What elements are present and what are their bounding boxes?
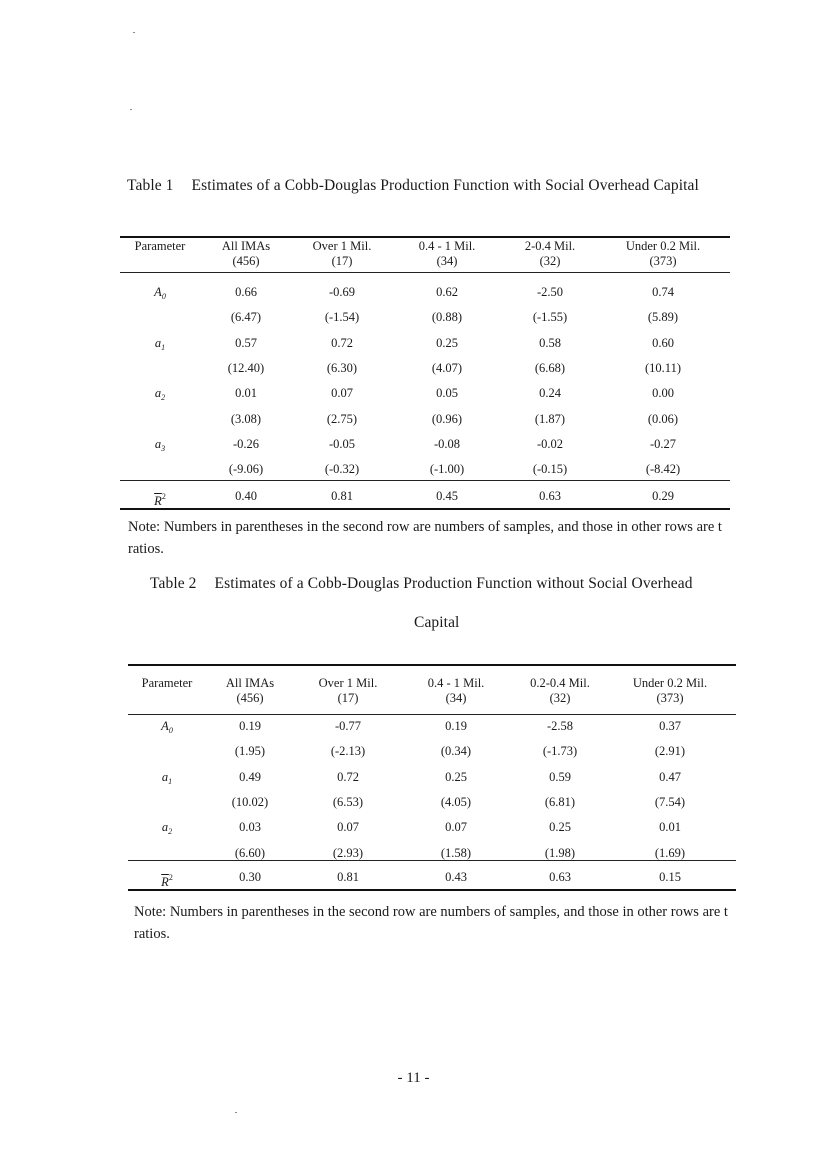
table-cell: (2.91) (654, 744, 686, 759)
table-top-rule (128, 664, 736, 666)
header-rule (120, 272, 730, 273)
table-cell: (-0.32) (324, 462, 360, 477)
table-cell: -0.26 (232, 436, 260, 451)
table-cell: (2.93) (332, 845, 364, 860)
r2-cell: 0.81 (337, 870, 359, 884)
parameter-symbol: a (154, 436, 162, 451)
r2-symbol: $\overline{R}$ (161, 875, 169, 889)
table-cell: (0.34) (440, 744, 472, 759)
table-cell: 0.72 (337, 769, 359, 784)
table-cell: (-8.42) (645, 462, 681, 477)
parameter-subscript: 0 (168, 726, 173, 735)
table-cell: (6.81) (544, 794, 576, 809)
table-cell: -0.02 (536, 436, 564, 451)
table-cell: (6.30) (326, 360, 358, 375)
r2-cell: 0.40 (235, 489, 257, 503)
table-cell: (6.53) (332, 794, 364, 809)
table-cell: (-1.54) (324, 310, 360, 325)
column-header-count: (34) (445, 691, 467, 705)
r2-cell: 0.81 (331, 489, 353, 503)
parameter-label (162, 770, 172, 789)
table-cell: (-1.73) (542, 744, 578, 759)
table-top-rule (120, 236, 730, 238)
table-cell: -0.08 (433, 436, 461, 451)
table-cell: (-2.13) (330, 744, 366, 759)
r2-cell: 0.29 (652, 489, 674, 503)
column-header: Parameter (134, 239, 186, 253)
column-header-count: (17) (337, 691, 359, 705)
table-cell: (0.88) (431, 310, 463, 325)
parameter-symbol: a (154, 386, 162, 401)
table2-caption-text: Estimates of a Cobb-Douglas Production Function without Social Overhead (214, 575, 693, 592)
parameter-label (154, 285, 166, 304)
table-bottom-rule (128, 889, 736, 891)
column-header: Over 1 Mil. (312, 239, 372, 253)
table-cell: (12.40) (227, 360, 265, 375)
table-cell: (1.87) (534, 411, 566, 426)
parameter-symbol: a (154, 335, 162, 350)
table-cell: (1.69) (654, 845, 686, 860)
parameter-label (161, 719, 173, 738)
table-cell: (1.58) (440, 845, 472, 860)
table-cell: -2.50 (536, 285, 564, 299)
parameter-label (155, 437, 165, 456)
table-cell: (-0.15) (532, 462, 568, 477)
table-cell: (5.89) (647, 310, 679, 325)
table-cell: 0.01 (235, 386, 257, 401)
table-cell: 0.03 (239, 820, 261, 835)
table-cell: 0.74 (652, 285, 674, 299)
parameter-subscript: 1 (161, 342, 166, 352)
r2-rule (128, 860, 736, 861)
table-cell: 0.07 (337, 820, 359, 835)
column-header: 0.4 - 1 Mil. (427, 676, 485, 690)
table-cell: (6.47) (230, 310, 262, 325)
table-cell: (2.75) (326, 411, 358, 426)
column-header: 2-0.4 Mil. (524, 239, 576, 253)
r2-cell: 0.63 (539, 489, 561, 503)
table-cell: 0.59 (549, 769, 571, 784)
r2-cell: 0.30 (239, 870, 261, 884)
parameter-subscript: 2 (168, 827, 173, 837)
table-cell: (3.08) (230, 411, 262, 426)
table2-caption-number: Table 2 (150, 575, 197, 592)
r2-label (154, 489, 166, 509)
table-cell: (0.06) (647, 411, 679, 426)
table-cell: 0.19 (239, 719, 261, 733)
table2-note: Note: Numbers in parentheses in the second row are numbers of samples, and those in other rows are t ratios. (134, 904, 728, 942)
table-cell: 0.37 (659, 719, 681, 733)
parameter-symbol: a (161, 820, 169, 835)
column-header: Under 0.2 Mil. (632, 676, 708, 690)
parameter-symbol: A (161, 719, 169, 733)
parameter-subscript: 2 (161, 393, 166, 403)
table-cell: (4.07) (431, 360, 463, 375)
table-cell: (1.95) (234, 744, 266, 759)
table-cell: (6.68) (534, 360, 566, 375)
table-cell: (-1.55) (532, 310, 568, 325)
r2-rule (120, 480, 730, 481)
r2-cell: 0.15 (659, 870, 681, 884)
table-cell: 0.62 (436, 285, 458, 299)
column-header: Over 1 Mil. (318, 676, 378, 690)
parameter-subscript: 1 (168, 776, 173, 786)
column-header-count: (17) (331, 254, 353, 268)
table-cell: -0.05 (328, 436, 356, 451)
column-header-count: (373) (656, 691, 684, 705)
page-number: - 11 - (397, 1070, 430, 1086)
table-cell: 0.25 (549, 820, 571, 835)
parameter-symbol: a (161, 769, 169, 784)
column-header-count: (34) (436, 254, 458, 268)
table1-caption (127, 177, 699, 195)
column-header-count: (456) (232, 254, 260, 268)
table-cell: 0.00 (652, 386, 674, 401)
table-cell: (7.54) (654, 794, 686, 809)
column-header: 0.4 - 1 Mil. (418, 239, 476, 253)
table-cell: -0.69 (328, 285, 356, 299)
column-header: 0.2-0.4 Mil. (530, 676, 590, 690)
table-bottom-rule (120, 508, 730, 510)
scan-speck (235, 1112, 237, 1113)
column-header: All IMAs (225, 676, 275, 690)
column-header-count: (32) (549, 691, 571, 705)
table1-caption-text: Estimates of a Cobb-Douglas Production Function with Social Overhead Capital (191, 177, 699, 194)
column-header: Parameter (141, 676, 193, 690)
r2-label (161, 870, 173, 890)
table-cell: 0.58 (539, 335, 561, 350)
r2-superscript: 2 (168, 873, 173, 882)
column-header-count: (373) (649, 254, 677, 268)
table-cell: (10.02) (231, 794, 269, 809)
parameter-symbol: A (154, 285, 162, 299)
parameter-subscript: 3 (161, 443, 166, 453)
table-cell: 0.07 (445, 820, 467, 835)
table-cell: 0.25 (445, 769, 467, 784)
table-cell: -2.58 (546, 719, 574, 733)
table1-note: Note: Numbers in parentheses in the second row are numbers of samples, and those in other rows are t ratios. (128, 519, 722, 557)
r2-superscript: 2 (161, 492, 166, 501)
table-cell: (10.11) (645, 360, 681, 375)
table-cell: 0.05 (436, 386, 458, 401)
r2-cell: 0.45 (436, 489, 458, 503)
table1-caption-number: Table 1 (127, 177, 174, 194)
table-cell: 0.47 (659, 769, 681, 784)
parameter-label (155, 336, 165, 355)
table-cell: 0.24 (539, 386, 561, 401)
r2-cell: 0.63 (549, 870, 571, 884)
parameter-label (162, 820, 172, 839)
table-cell: (1.98) (544, 845, 576, 860)
header-rule (128, 714, 736, 715)
table-cell: (-1.00) (429, 462, 465, 477)
table2-caption-line2: Capital (414, 614, 460, 631)
scan-speck (130, 109, 132, 110)
column-header-count: (32) (539, 254, 561, 268)
table-cell: 0.01 (659, 820, 681, 835)
table-cell: 0.66 (235, 285, 257, 299)
parameter-label (155, 386, 165, 405)
table-cell: 0.07 (331, 386, 353, 401)
table-cell: 0.57 (235, 335, 257, 350)
column-header: All IMAs (221, 239, 271, 253)
parameter-subscript: 0 (161, 292, 166, 301)
table-cell: -0.27 (649, 436, 677, 451)
table-cell: (4.05) (440, 794, 472, 809)
table2-caption (150, 575, 693, 593)
table-cell: (6.60) (234, 845, 266, 860)
table-cell: -0.77 (334, 719, 362, 733)
table-cell: 0.49 (239, 769, 261, 784)
column-header-count: (456) (236, 691, 264, 705)
table-cell: 0.60 (652, 335, 674, 350)
table-cell: (-9.06) (228, 462, 264, 477)
r2-symbol: $\overline{R}$ (154, 494, 162, 508)
table-cell: 0.19 (445, 719, 467, 733)
scan-speck (133, 32, 135, 33)
table-cell: 0.25 (436, 335, 458, 350)
column-header: Under 0.2 Mil. (625, 239, 701, 253)
table-cell: 0.72 (331, 335, 353, 350)
table-cell: (0.96) (431, 411, 463, 426)
r2-cell: 0.43 (445, 870, 467, 884)
